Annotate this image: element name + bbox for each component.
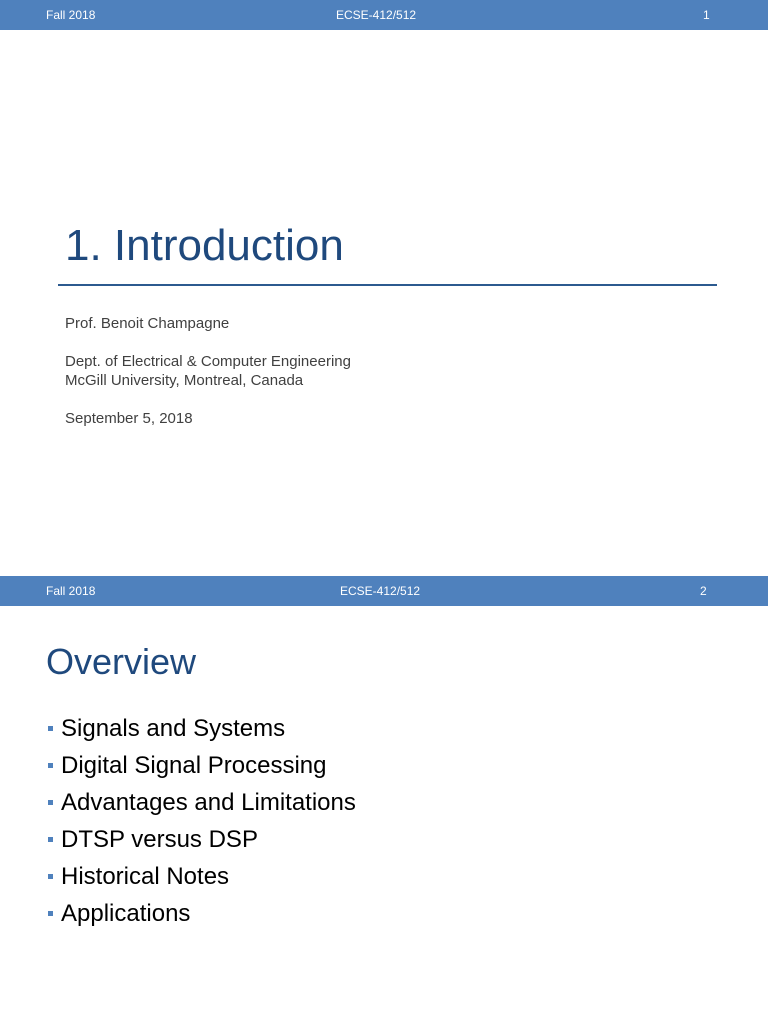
header-course-code: ECSE-412/512: [336, 8, 417, 22]
bullet-text: Digital Signal Processing: [61, 752, 327, 779]
university-line: McGill University, Montreal, Canada: [65, 372, 304, 389]
header-term: Fall 2018: [46, 584, 96, 598]
header-page-number: 2: [700, 584, 707, 598]
bullet-text: Advantages and Limitations: [61, 789, 356, 816]
square-bullet-icon: [48, 874, 53, 879]
bullet-text: Signals and Systems: [61, 715, 286, 742]
header-term: Fall 2018: [46, 8, 96, 22]
bullet-text: Historical Notes: [61, 863, 230, 890]
department-line: Dept. of Electrical & Computer Engineering: [65, 353, 351, 370]
slide-header-bar: [0, 0, 768, 30]
square-bullet-icon: [48, 800, 53, 805]
square-bullet-icon: [48, 837, 53, 842]
bullet-text: DTSP versus DSP: [61, 826, 258, 853]
title-divider: [58, 284, 717, 286]
slide-header-bar: [0, 576, 768, 606]
slide-title: 1. Introduction: [65, 221, 344, 270]
overview-title: Overview: [46, 641, 197, 682]
square-bullet-icon: [48, 726, 53, 731]
bullet-text: Applications: [61, 900, 191, 927]
header-page-number: 1: [703, 8, 710, 22]
square-bullet-icon: [48, 763, 53, 768]
lecture-date: September 5, 2018: [65, 410, 193, 427]
author-name: Prof. Benoit Champagne: [65, 315, 230, 332]
header-course-code: ECSE-412/512: [340, 584, 421, 598]
square-bullet-icon: [48, 911, 53, 916]
